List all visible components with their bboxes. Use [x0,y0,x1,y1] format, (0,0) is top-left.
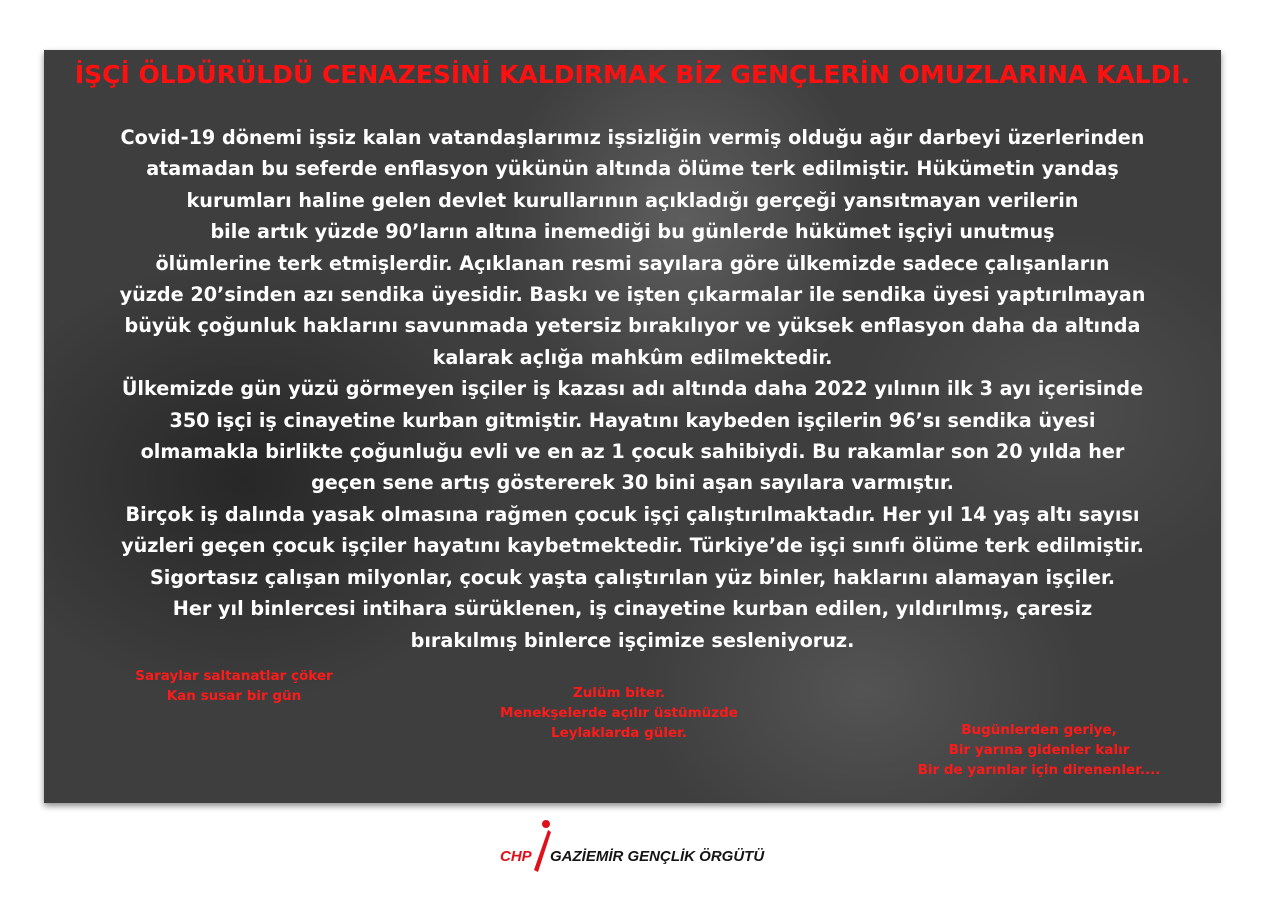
poem-center [454,683,784,743]
organization-name: GAZİEMİR GENÇLİK ÖRGÜTÜ [550,848,765,865]
poem-line: Saraylar saltanatlar çöker [135,668,333,684]
poem-line: Bir yarına gidenler kalır [948,742,1130,758]
poem-line: Bir de yarınlar için direnenler.... [917,762,1161,778]
body-line: bırakılmış binlerce işçimize sesleniyoruz. [410,628,855,652]
body-line: geçen sene artış göstererek 30 bini aşan sayılara varmıştır. [311,471,954,495]
brand-name: CHP [500,848,532,865]
poem-left [114,666,354,706]
body-line: atamadan bu seferde enflasyon yükünün altında ölüme terk edilmiştir. Hükümetin yandaş [146,157,1119,181]
body-text [44,122,1221,656]
poster [44,50,1221,803]
body-line: kurumları haline gelen devlet kurullarının açıkladığı gerçeği yansıtmayan verilerin [186,188,1079,212]
body-line: bile artık yüzde 90’ların altına inemediği bu günlerde hükümet işçiyi unutmuş [210,220,1055,244]
body-line: Ülkemizde gün yüzü görmeyen işçiler iş kazası adı altında daha 2022 yılının ilk 3 ayı içerisinde [121,377,1144,401]
body-line: Her yıl binlercesi intihara sürüklenen, iş cinayetine kurban edilen, yıldırılmış, çaresiz [172,597,1093,621]
poem-line: Bugünlerden geriye, [961,722,1117,738]
body-line: ölümlerine terk etmişlerdir. Açıklanan resmi sayılara göre ülkemizde sadece çalışanların [155,251,1110,275]
body-line: Covid-19 dönemi işsiz kalan vatandaşlarımız işsizliğin vermiş olduğu ağır darbeyi üzerlerinden [120,126,1145,149]
body-line: 350 işçi iş cinayetine kurban gitmiştir. Hayatını kaybeden işçilerin 96’sı sendika üyesi [169,408,1096,432]
poem-right [884,720,1194,780]
headline: İŞÇİ ÖLDÜRÜLDÜ CENAZESİNİ KALDIRMAK BİZ GENÇLERİN OMUZLARINA KALDI. [74,60,1191,89]
body-line: yüzde 20’sinden azı sendika üyesidir. Baskı ve işten çıkarmalar ile sendika üyesi yaptırılmayan [119,283,1146,307]
poem-line: Kan susar bir gün [166,688,302,704]
torch-mark-icon [530,818,554,874]
body-line: Birçok iş dalında yasak olmasına rağmen çocuk işçi çalıştırılmaktadır. Her yıl 14 yaş altı sayısı [125,502,1140,526]
body-line: büyük çoğunluk haklarını savunmada yetersiz bırakılıyor ve yüksek enflasyon daha da altında [124,314,1141,338]
body-line: kalarak açlığa mahkûm edilmektedir. [432,345,833,369]
body-line: olmamakla birlikte çoğunluğu evli ve en az 1 çocuk sahibiydi. Bu rakamlar son 20 yılda her [140,440,1125,464]
organization-logo [498,818,768,878]
poem-line: Leylaklarda güler. [550,725,688,741]
poem-line: Zulüm biter. [572,685,666,701]
body-line: Sigortasız çalışan milyonlar, çocuk yaşta çalıştırılan yüz binler, haklarını alamayan işçiler. [149,565,1116,589]
poem-line: Menekşelerde açılır üstümüzde [500,705,738,721]
body-line: yüzleri geçen çocuk işçiler hayatını kaybetmektedir. Türkiye’de işçi sınıfı ölüme terk edilmiştir. [121,534,1144,558]
